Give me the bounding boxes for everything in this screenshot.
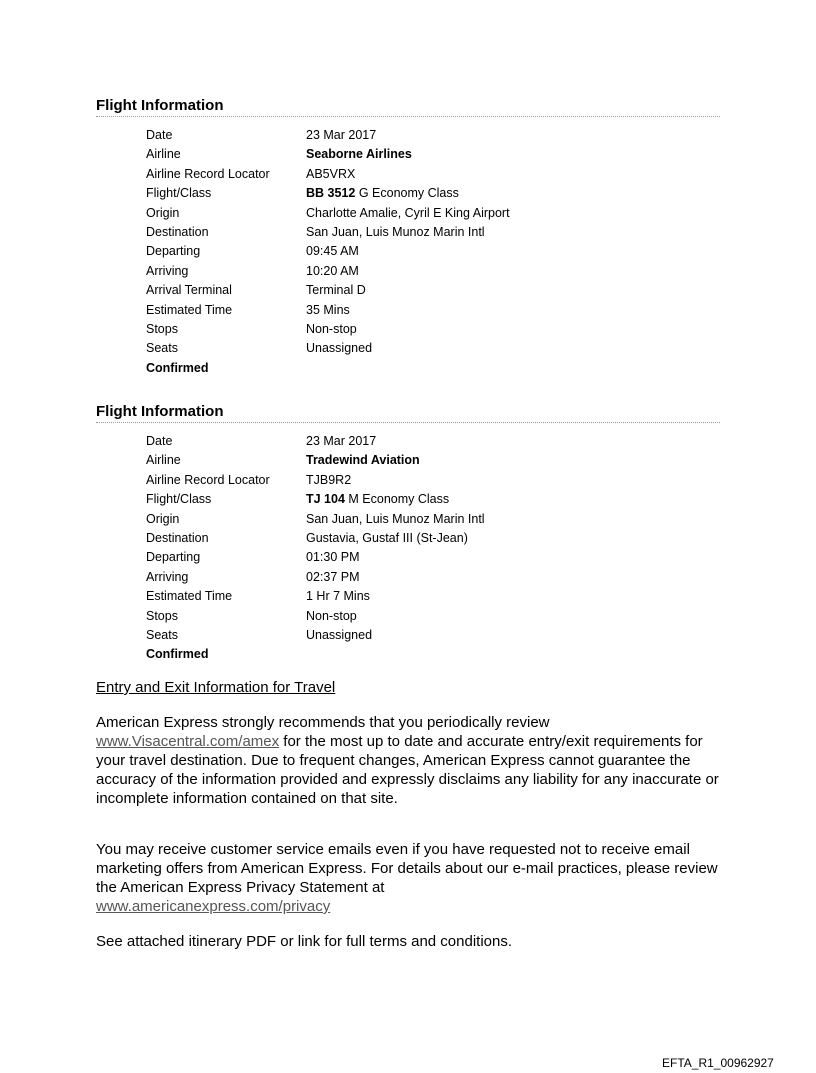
label-date: Date (146, 128, 173, 142)
value-arrival-terminal: Terminal D (306, 283, 366, 298)
flight-number: BB 3512 (306, 186, 356, 201)
value-record-locator: AB5VRX (306, 166, 356, 181)
flight-info-section-2 (96, 403, 720, 665)
privacy-paragraph (96, 840, 736, 916)
value-departing: 01:30 PM (306, 550, 360, 565)
row-destination (146, 529, 720, 548)
row-estimated-time (146, 587, 720, 606)
privacy-link[interactable]: www.americanexpress.com/privacy (96, 898, 331, 915)
value-destination: San Juan, Luis Munoz Marin Intl (306, 224, 485, 239)
flight-info-section-1 (96, 97, 720, 378)
value-airline: Seaborne Airlines (306, 147, 412, 162)
row-date (146, 432, 720, 451)
label-airline: Airline (146, 147, 181, 162)
terms-text: See attached itinerary PDF or link for full terms and conditions. (96, 933, 513, 950)
row-destination (146, 223, 720, 242)
row-origin (146, 510, 720, 529)
value-stops: Non-stop (306, 321, 357, 336)
label-date: Date (146, 434, 173, 448)
row-record-locator (146, 471, 720, 490)
terms-note (96, 932, 736, 951)
row-seats (146, 339, 720, 358)
flight-class: M Economy Class (348, 492, 450, 507)
value-arriving: 10:20 AM (306, 263, 359, 278)
flight-class: G Economy Class (358, 186, 459, 201)
value-date: 23 Mar 2017 (306, 128, 377, 142)
status-confirmed: Confirmed (146, 647, 209, 662)
section-title: Flight Information (96, 97, 720, 117)
label-origin: Origin (146, 511, 180, 526)
row-stops (146, 320, 720, 339)
label-arrival-terminal: Arrival Terminal (146, 283, 232, 298)
label-origin: Origin (146, 205, 180, 220)
label-arriving: Arriving (146, 263, 189, 278)
entry-exit-text-end: for the most up to date and accurate entry/exit requirements for your travel destination. Due to frequent changes, American Express cannot guarantee the accuracy of the information provided and expressly disclaims any liability for any inaccurate or incomplete information contained on that site. (96, 733, 719, 807)
label-stops: Stops (146, 321, 178, 336)
entry-exit-heading (96, 678, 736, 697)
visacentral-link[interactable]: www.Visacentral.com/amex (96, 733, 280, 750)
row-seats (146, 626, 720, 645)
value-airline: Tradewind Aviation (306, 453, 420, 468)
value-arriving: 02:37 PM (306, 569, 360, 584)
label-estimated-time: Estimated Time (146, 589, 233, 604)
label-destination: Destination (146, 530, 209, 545)
label-flight-class: Flight/Class (146, 492, 212, 507)
label-estimated-time: Estimated Time (146, 302, 233, 317)
value-departing: 09:45 AM (306, 244, 359, 259)
label-seats: Seats (146, 627, 178, 642)
label-destination: Destination (146, 224, 209, 239)
row-flight-class (146, 490, 720, 509)
value-estimated-time: 1 Hr 7 Mins (306, 589, 370, 604)
row-airline (146, 451, 720, 470)
label-departing: Departing (146, 244, 201, 259)
entry-exit-heading-text: Entry and Exit Information for Travel (96, 679, 336, 696)
row-arrival-terminal (146, 281, 720, 300)
section-title: Flight Information (96, 403, 720, 423)
row-arriving (146, 262, 720, 281)
label-seats: Seats (146, 341, 178, 356)
value-seats: Unassigned (306, 627, 373, 642)
row-arriving (146, 568, 720, 587)
privacy-text: You may receive customer service emails even if you have requested not to receive email marketing offers from American Express. For details about our e-mail practices, please review the American Express Privacy Statement at (96, 841, 718, 896)
value-flight-class (306, 184, 720, 203)
entry-exit-paragraph (96, 713, 736, 808)
label-record-locator: Airline Record Locator (146, 166, 270, 181)
row-record-locator (146, 165, 720, 184)
value-stops: Non-stop (306, 608, 357, 623)
value-origin: Charlotte Amalie, Cyril E King Airport (306, 205, 510, 220)
entry-exit-text-start: American Express strongly recommends that you periodically review (96, 714, 550, 731)
value-origin: San Juan, Luis Munoz Marin Intl (306, 511, 485, 526)
label-stops: Stops (146, 608, 178, 623)
document-id: EFTA_R1_00962927 (662, 1056, 774, 1070)
row-airline (146, 145, 720, 164)
label-flight-class: Flight/Class (146, 186, 212, 201)
flight-number: TJ 104 (306, 492, 345, 507)
value-record-locator: TJB9R2 (306, 472, 352, 487)
value-destination: Gustavia, Gustaf III (St-Jean) (306, 530, 468, 545)
label-arriving: Arriving (146, 569, 189, 584)
label-departing: Departing (146, 550, 201, 565)
label-record-locator: Airline Record Locator (146, 472, 270, 487)
row-origin (146, 204, 720, 223)
value-seats: Unassigned (306, 341, 373, 356)
flight-details (146, 126, 720, 378)
flight-details (146, 432, 720, 665)
row-date (146, 126, 720, 145)
status-confirmed: Confirmed (146, 360, 209, 375)
row-departing (146, 548, 720, 567)
row-stops (146, 607, 720, 626)
row-estimated-time (146, 301, 720, 320)
row-departing (146, 242, 720, 261)
row-flight-class (146, 184, 720, 203)
value-flight-class (306, 490, 720, 509)
label-airline: Airline (146, 453, 181, 468)
value-date: 23 Mar 2017 (306, 434, 377, 448)
value-estimated-time: 35 Mins (306, 302, 350, 317)
